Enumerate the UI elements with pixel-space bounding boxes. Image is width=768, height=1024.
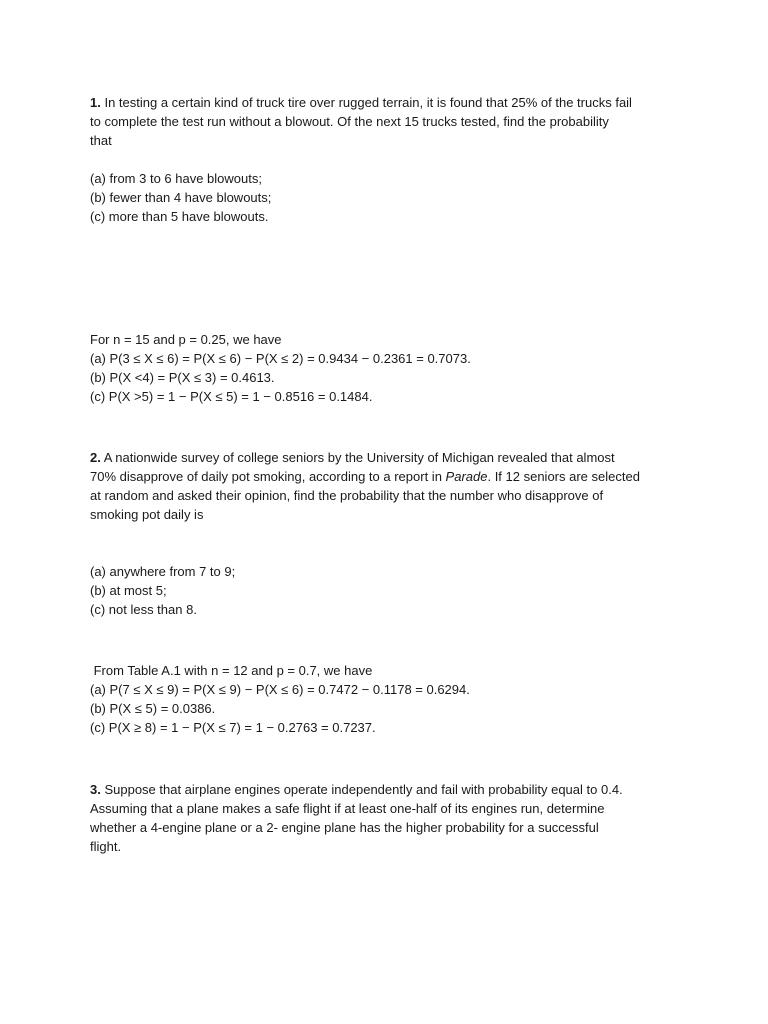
problem-1-line-3: that <box>90 133 112 148</box>
problem-2-number: 2. <box>90 450 101 465</box>
problem-2-solution-intro: From Table A.1 with n = 12 and p = 0.7, we have <box>90 663 373 678</box>
problem-3-line-2: Assuming that a plane makes a safe flight if at least one-half of its engines run, determine <box>90 801 605 816</box>
problem-1-solution-a: (a) P(3 ≤ X ≤ 6) = P(X ≤ 6) − P(X ≤ 2) = 0.9434 − 0.2361 = 0.7073. <box>90 351 471 366</box>
problem-1-part-a: (a) from 3 to 6 have blowouts; <box>90 171 262 186</box>
problem-2-solution-a: (a) P(7 ≤ X ≤ 9) = P(X ≤ 9) − P(X ≤ 6) = 0.7472 − 0.1178 = 0.6294. <box>90 682 470 697</box>
problem-2-part-a: (a) anywhere from 7 to 9; <box>90 564 236 579</box>
problem-1-solution-c: (c) P(X >5) = 1 − P(X ≤ 5) = 1 − 0.8516 = 0.1484. <box>90 389 373 404</box>
problem-2-line-3: at random and asked their opinion, find the probability that the number who disapprove of <box>90 488 604 503</box>
problem-2-line-2: 70% disapprove of daily pot smoking, according to a report in Parade. If 12 seniors are selected <box>90 469 640 484</box>
problem-2-statement <box>90 448 690 524</box>
problem-2-solution <box>90 661 690 737</box>
problem-3-line-1: 3. Suppose that airplane engines operate independently and fail with probability equal to 0.4. <box>90 782 623 797</box>
problem-1-part-b: (b) fewer than 4 have blowouts; <box>90 190 272 205</box>
problem-3-number: 3. <box>90 782 101 797</box>
problem-1-line-1: 1. In testing a certain kind of truck tire over rugged terrain, it is found that 25% of the trucks fail <box>90 95 632 110</box>
problem-3-line-3: whether a 4-engine plane or a 2- engine plane has the higher probability for a successful <box>90 820 599 835</box>
problem-1-parts <box>90 169 690 226</box>
problem-3-line-4: flight. <box>90 839 122 854</box>
problem-1-line-2: to complete the test run without a blowout. Of the next 15 trucks tested, find the probability <box>90 114 609 129</box>
problem-2-part-b: (b) at most 5; <box>90 583 167 598</box>
problem-2-parts <box>90 562 690 619</box>
problem-2-line-1: 2. A nationwide survey of college seniors by the University of Michigan revealed that almost <box>90 450 615 465</box>
problem-3-statement <box>90 780 690 856</box>
problem-2-part-c: (c) not less than 8. <box>90 602 197 617</box>
problem-1-solution-b: (b) P(X <4) = P(X ≤ 3) = 0.4613. <box>90 370 275 385</box>
problem-2-line-4: smoking pot daily is <box>90 507 204 522</box>
problem-2-solution-c: (c) P(X ≥ 8) = 1 − P(X ≤ 7) = 1 − 0.2763 = 0.7237. <box>90 720 376 735</box>
problem-1-statement <box>90 93 690 150</box>
problem-2-solution-b: (b) P(X ≤ 5) = 0.0386. <box>90 701 216 716</box>
problem-1-number: 1. <box>90 95 101 110</box>
parade-title: Parade <box>445 469 488 484</box>
problem-1-solution <box>90 330 690 406</box>
problem-1-part-c: (c) more than 5 have blowouts. <box>90 209 269 224</box>
problem-1-solution-intro: For n = 15 and p = 0.25, we have <box>90 332 282 347</box>
